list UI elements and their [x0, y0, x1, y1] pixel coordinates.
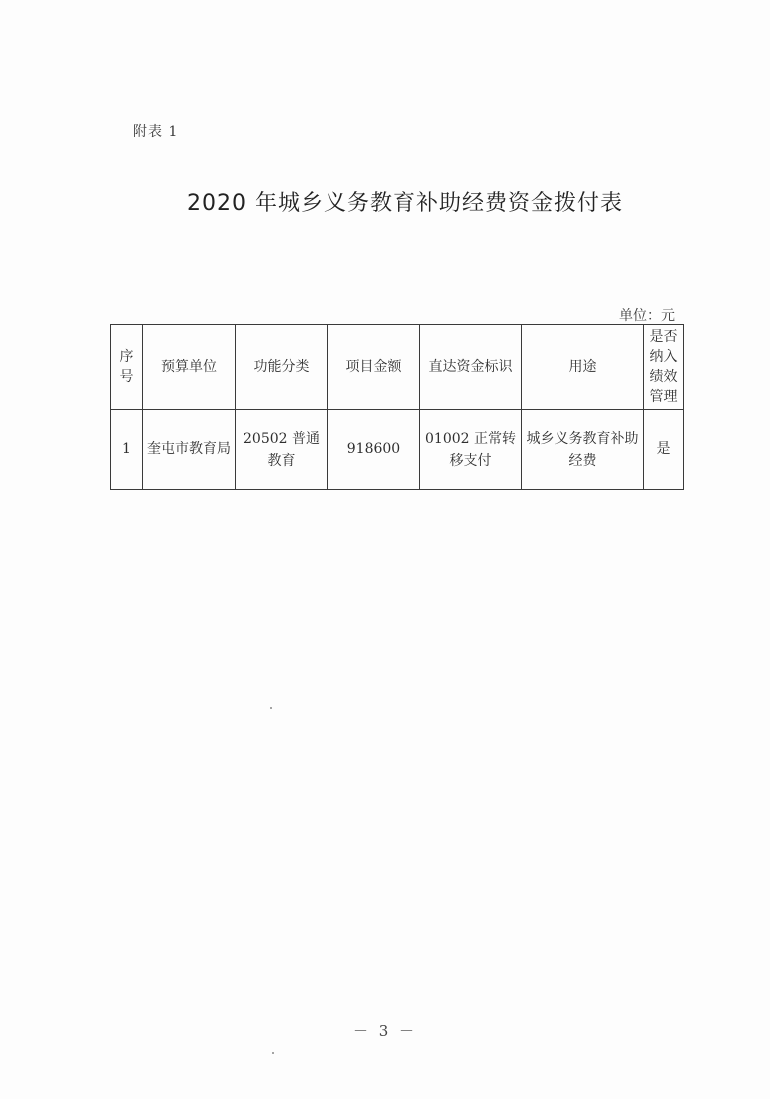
header-budget-unit: 预算单位	[143, 325, 236, 410]
cell-amount: 918600	[328, 410, 420, 490]
cell-performance-mgmt: 是	[644, 410, 684, 490]
header-index: 序号	[111, 325, 143, 410]
table-header-row	[111, 325, 684, 410]
cell-direct-fund-id: 01002 正常转移支付	[420, 410, 522, 490]
header-amount: 项目金额	[328, 325, 420, 410]
appendix-label: 附表 1	[133, 124, 179, 140]
cell-index: 1	[111, 410, 143, 490]
page-number: － 3 －	[352, 1022, 418, 1040]
header-function-class: 功能分类	[236, 325, 328, 410]
header-purpose: 用途	[522, 325, 644, 410]
header-direct-fund-id: 直达资金标识	[420, 325, 522, 410]
header-performance-mgmt: 是否纳入绩效管理	[644, 325, 684, 410]
scan-speck	[270, 707, 272, 709]
scan-speck	[272, 1052, 274, 1054]
cell-function-class: 20502 普通教育	[236, 410, 328, 490]
cell-budget-unit: 奎屯市教育局	[143, 410, 236, 490]
unit-label: 单位：元	[619, 308, 675, 324]
page-title: 2020 年城乡义务教育补助经费资金拨付表	[187, 191, 623, 216]
table-row	[111, 410, 684, 490]
cell-purpose: 城乡义务教育补助经费	[522, 410, 644, 490]
allocation-table	[110, 324, 684, 490]
